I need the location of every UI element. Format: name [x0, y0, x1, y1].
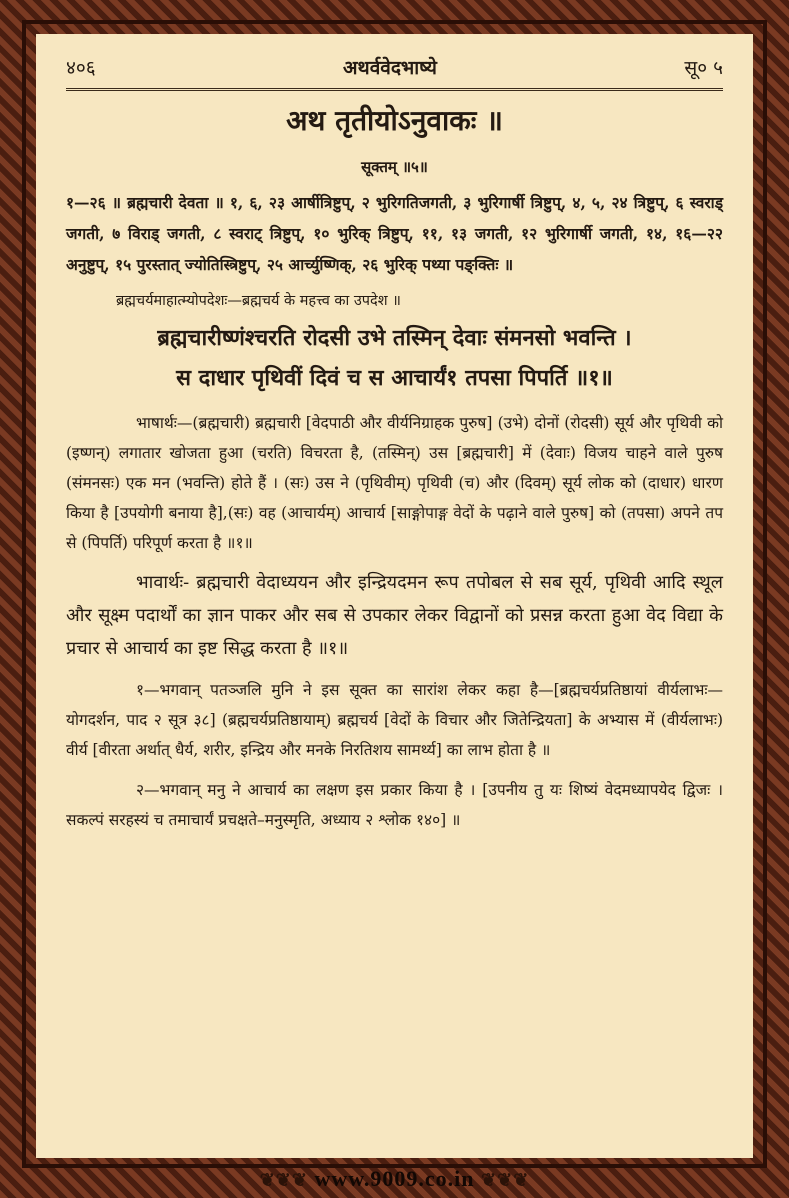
page-number: ४०६ [66, 57, 96, 79]
bhasharth-paragraph: भाषार्थः—(ब्रह्मचारी) ब्रह्मचारी [वेदपाठी और वीर्यनिग्राहक पुरुष] (उभे) दोनों (रोदसी) सूर्य और पृथिवी को (इष्णन्) लगातार खोजता हुआ (चरति) विचरता है, (तस्मिन्) उस [ब्रह्मचारी] में (देवाः) विजय चाहने वाले पुरुष (संमनसः) एक मन (भवन्ति) होते हैं । (सः) उस ने (पृथिवीम्) पृथिवी (च) और (दिवम्) सूर्य लोक को (दाधार) धारण किया है [उपयोगी बनाया है],(सः) वह (आचार्यम्) आचार्य [साङ्गोपाङ्ग वेदों के पढ़ाने वाले पुरुष] को (तपसा) अपने तप से (पिपर्ति) परिपूर्ण करता है ॥१॥ [66, 414, 723, 552]
anuvaka-title: अथ तृतीयोऽनुवाकः ॥ [286, 104, 503, 137]
page-header [66, 52, 723, 82]
book-page [36, 34, 753, 1158]
mantra-line-2: स दाधार पृथिवीं दिवं च स आचार्यं१ तपसा पिपर्ति ॥१॥ [176, 365, 613, 391]
note-2: २—भगवान् मनु ने आचार्य का लक्षण इस प्रकार किया है । [उपनीय तु यः शिष्यं वेदमध्यापयेद द्विजः । सकल्पं सरहस्यं च तमाचार्यं प्रचक्षते–मनुस्मृति, अध्याय २ श्लोक १४०] ॥ [66, 781, 723, 829]
mantra-line-1: ब्रह्मचारीष्णंश्चरति रोदसी उभे तस्मिन् देवाः संमनसो भवन्ति । [157, 325, 632, 351]
sukta-title: सूक्तम् ॥५॥ [361, 158, 428, 176]
footer [0, 1166, 789, 1198]
flourish-right-icon: ❦❦❦ [481, 1170, 530, 1190]
meta-text: १—२६ ॥ ब्रह्मचारी देवता ॥ १, ६, २३ आर्षीत्रिष्टुप्, २ भुरिगतिजगती, ३ भुरिगार्षी त्रिष्टुप्, ४, ५, २४ त्रिष्टुप्, ६ स्वराड् जगती, ७ विराड् जगती, ८ स्वराट् त्रिष्टुप्, १० भुरिक् त्रिष्टुप्, ११, १३ जगती, १२ भुरिगार्षी जगती, १४, १६—२२ अनुष्टुप्, १५ पुरस्तात् ज्योतिस्त्रिष्टुप्, २५ आर्च्युष्णिक्, २६ भुरिक् पथ्या पङ्क्तिः ॥ [66, 193, 723, 274]
bhavarth-paragraph: भावार्थः- ब्रह्मचारी वेदाध्ययन और इन्द्रियदमन रूप तपोबल से सब सूर्य, पृथिवी आदि स्थूल और सूक्ष्म पदार्थों का ज्ञान पाकर और सब से उपकार लेकर विद्वानों को प्रसन्न करता हुआ वेद विद्या के प्रचार से आचार्य का इष्ट सिद्ध करता है ॥१॥ [66, 572, 723, 659]
header-rule [66, 88, 723, 91]
book-title: अथर्ववेदभाष्ये [343, 57, 437, 79]
sukta-ref: सू० ५ [684, 57, 723, 79]
flourish-left-icon: ❦❦❦ [259, 1170, 308, 1190]
note-1: १—भगवान् पतञ्जलि मुनि ने इस सूक्त का सारांश लेकर कहा है—[ब्रह्मचर्यप्रतिष्ठायां वीर्यलाभः—योगदर्शन, पाद २ सूत्र ३८] (ब्रह्मचर्यप्रतिष्ठायाम्) ब्रह्मचर्य [वेदों के विचार और जितेन्द्रियता] के अभ्यास में (वीर्यलाभः) वीर्य [वीरता अर्थात् धैर्य, शरीर, इन्द्रिय और मनके निरतिशय सामर्थ्य] का लाभ होता है ॥ [66, 681, 723, 759]
footer-url: www.9009.co.in [314, 1166, 475, 1191]
topic: ब्रह्मचर्यमाहात्म्योपदेशः—ब्रह्मचर्य के महत्त्व का उपदेश ॥ [116, 293, 401, 309]
